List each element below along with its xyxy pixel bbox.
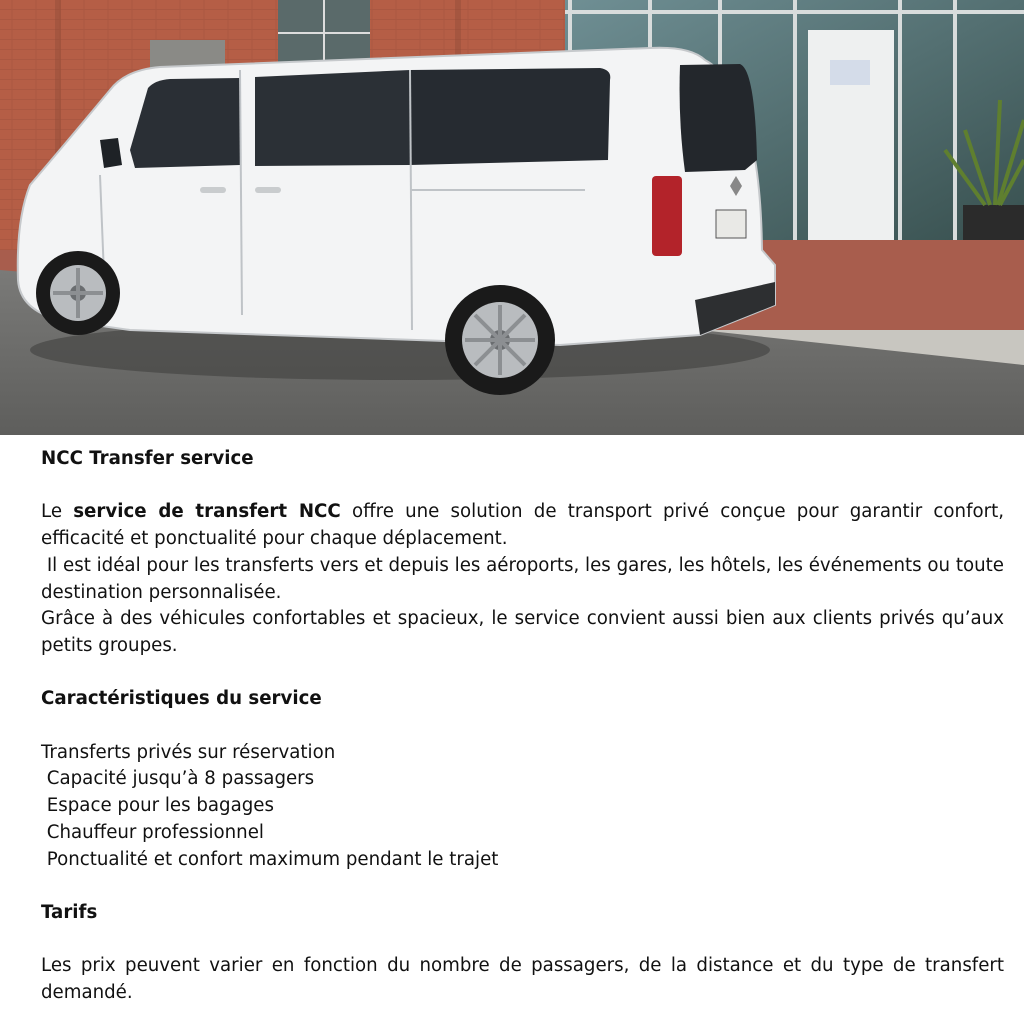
intro-prefix: Le: [41, 501, 74, 523]
vehicles-paragraph: Grâce à des véhicules confortables et spacieux, le service convient aussi bien aux clients privés qu’aux petits groupes.: [41, 608, 1004, 656]
article: [41, 446, 1010, 1007]
feature-item: Capacité jusqu’à 8 passagers: [41, 768, 315, 790]
feature-item: Transferts privés sur réservation: [41, 741, 336, 763]
features-title: Caractéristiques du service: [41, 688, 322, 710]
feature-item: Chauffeur professionnel: [41, 821, 264, 843]
feature-item: Espace pour les bagages: [41, 795, 274, 817]
feature-item: Ponctualité et confort maximum pendant le trajet: [41, 848, 499, 870]
article-title: NCC Transfer service: [41, 448, 254, 469]
intro-bold: service de transfert NCC: [73, 501, 341, 523]
van-photo: [0, 0, 1024, 435]
destinations-paragraph: Il est idéal pour les transferts vers et depuis les aéroports, les gares, les hôtels, les événements ou toute destination personnalisée.: [41, 554, 1010, 603]
van-photo-illustration: [0, 0, 1024, 435]
pricing-title: Tarifs: [41, 901, 98, 923]
intro-paragraph: [41, 499, 1004, 552]
intro-suffix: offre une solution de transport privé conçue pour garantir confort, efficacité et ponctualité pour chaque déplacement.: [41, 501, 1004, 550]
pricing-paragraph: Les prix peuvent varier en fonction du nombre de passagers, de la distance et du type de transfert demandé.: [41, 955, 1004, 1003]
